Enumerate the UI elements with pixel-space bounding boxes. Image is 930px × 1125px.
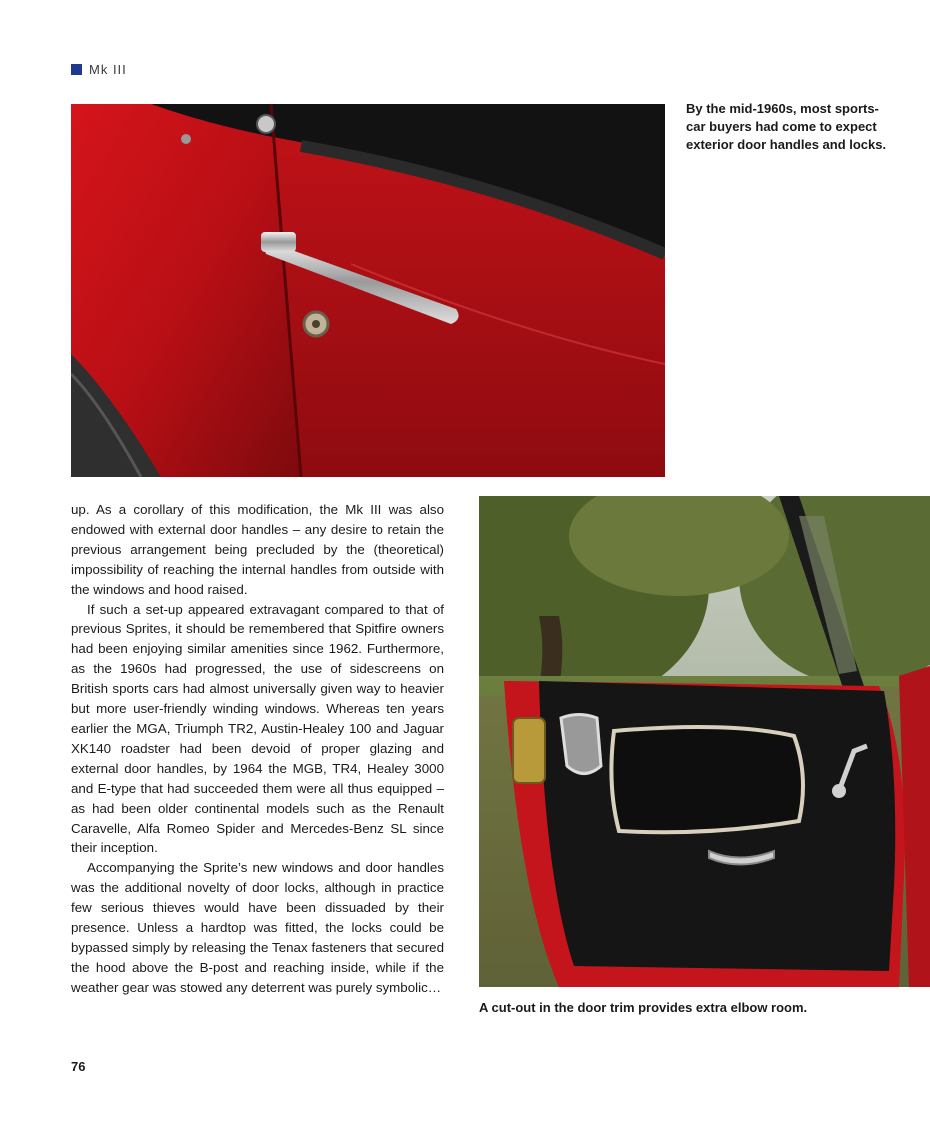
door-handle-caption: By the mid-1960s, most sports-car buyers had come to expect exterior door handles and locks. bbox=[686, 101, 887, 152]
paragraph: If such a set-up appeared extravagant compared to that of previous Sprites, it should be remembered that Spitfire owners had been enjoying similar amenities since 1962. Furthermore, as the 1960s had progressed, the use of sidescreens on British sports cars had almost universally given way to heavier but more user-friendly winding windows. Whereas ten years earlier the MGA, Triumph TR2, Austin-Healey 100 and Jaguar XK140 roadster had been devoid of proper glazing and external door handles, by 1964 the MGB, TR4, Healey 3000 and E-type that had succeeded them were all thus equipped – as had been older continental models such as the Renault Caravelle, Alfa Romeo Spider and Mercedes-Benz SL since their inception. bbox=[71, 601, 444, 856]
section-title: Mk III bbox=[89, 61, 127, 77]
paragraph: up. As a corollary of this modification, the Mk III was also endowed with external door handles – any desire to retain the previous arrangement being precluded by the (theoretical) impossibility of reaching the internal handles from outside with the windows and hood raised. bbox=[71, 502, 444, 597]
door-handle-photo bbox=[71, 104, 665, 477]
door-handle-illustration bbox=[71, 104, 665, 477]
running-header bbox=[71, 61, 127, 77]
door-trim-photo bbox=[479, 496, 930, 987]
paragraph: Accompanying the Sprite’s new windows and door handles was the additional novelty of door locks, although in practice few serious thieves would have been dissuaded by their presence. Unless a hardtop was fitted, the locks could be bypassed simply by releasing the Tenax fasteners that secured the hood above the B-post and reaching inside, while if the weather gear was stowed any deterrent was purely symbolic… bbox=[71, 860, 444, 995]
door-trim-caption: A cut-out in the door trim provides extra elbow room. bbox=[479, 1000, 808, 1015]
page-number: 76 bbox=[71, 1059, 86, 1074]
body-text bbox=[71, 500, 444, 998]
section-marker-square bbox=[71, 64, 82, 75]
door-trim-illustration bbox=[479, 496, 930, 987]
